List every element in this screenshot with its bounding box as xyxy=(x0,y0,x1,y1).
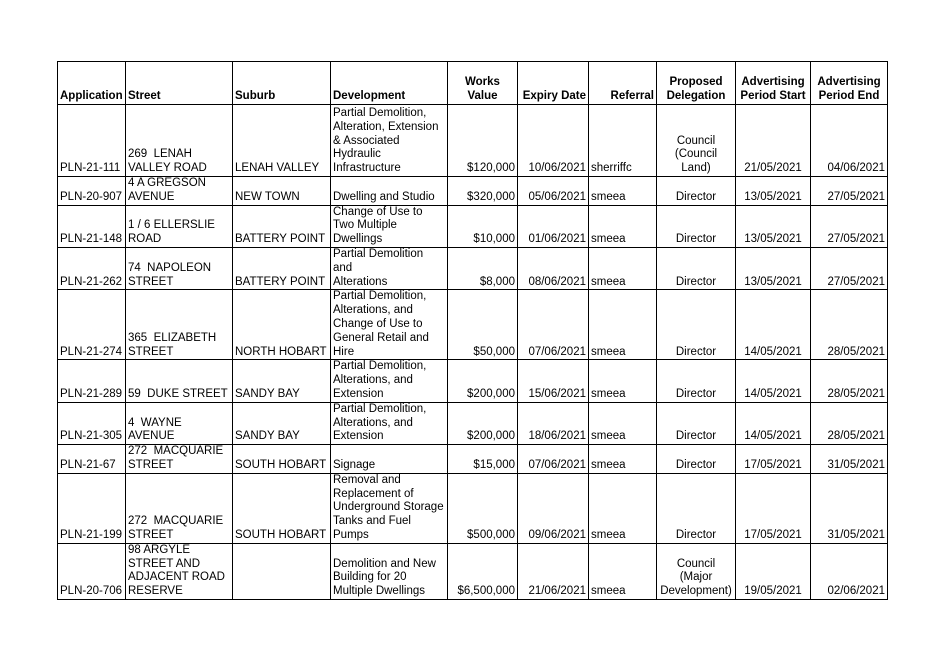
cell-development: Signage xyxy=(331,445,448,474)
applications-table xyxy=(57,61,888,600)
cell-suburb: BATTERY POINT xyxy=(233,205,331,247)
cell-advertising-start: 13/05/2021 xyxy=(736,177,811,206)
cell-suburb: SOUTH HOBART xyxy=(233,445,331,474)
cell-advertising-end: 31/05/2021 xyxy=(811,473,888,543)
cell-application: PLN-21-199 xyxy=(58,473,126,543)
table-row xyxy=(58,205,888,247)
cell-works-value: $500,000 xyxy=(448,473,518,543)
cell-street: 98 ARGYLE STREET AND ADJACENT ROAD RESERVE xyxy=(126,543,233,599)
cell-advertising-end: 28/05/2021 xyxy=(811,402,888,444)
cell-referral: sherriffc xyxy=(589,105,657,177)
header-street: Street xyxy=(126,62,233,105)
cell-advertising-start: 17/05/2021 xyxy=(736,473,811,543)
cell-expiry-date: 01/06/2021 xyxy=(518,205,589,247)
cell-expiry-date: 07/06/2021 xyxy=(518,445,589,474)
cell-advertising-end: 27/05/2021 xyxy=(811,247,888,289)
cell-application: PLN-21-289 xyxy=(58,360,126,402)
table-row xyxy=(58,543,888,599)
cell-street: 4 A GREGSON AVENUE xyxy=(126,177,233,206)
cell-expiry-date: 10/06/2021 xyxy=(518,105,589,177)
cell-application: PLN-21-111 xyxy=(58,105,126,177)
cell-street: 365 ELIZABETH STREET xyxy=(126,290,233,360)
cell-works-value: $10,000 xyxy=(448,205,518,247)
cell-suburb: BATTERY POINT xyxy=(233,247,331,289)
cell-advertising-start: 14/05/2021 xyxy=(736,360,811,402)
cell-advertising-start: 21/05/2021 xyxy=(736,105,811,177)
cell-advertising-end: 31/05/2021 xyxy=(811,445,888,474)
cell-suburb: SOUTH HOBART xyxy=(233,473,331,543)
cell-suburb: NORTH HOBART xyxy=(233,290,331,360)
cell-street: 59 DUKE STREET xyxy=(126,360,233,402)
cell-referral: smeea xyxy=(589,247,657,289)
cell-advertising-end: 04/06/2021 xyxy=(811,105,888,177)
cell-street: 74 NAPOLEON STREET xyxy=(126,247,233,289)
cell-works-value: $200,000 xyxy=(448,360,518,402)
cell-street: 1 / 6 ELLERSLIE ROAD xyxy=(126,205,233,247)
cell-street: 272 MACQUARIE STREET xyxy=(126,445,233,474)
header-proposed-delegation: Proposed Delegation xyxy=(657,62,736,105)
header-works-value: Works Value xyxy=(448,62,518,105)
cell-referral: smeea xyxy=(589,473,657,543)
cell-suburb xyxy=(233,543,331,599)
cell-development: Demolition and New Building for 20 Multiple Dwellings xyxy=(331,543,448,599)
cell-referral: smeea xyxy=(589,360,657,402)
cell-works-value: $6,500,000 xyxy=(448,543,518,599)
cell-referral: smeea xyxy=(589,402,657,444)
cell-advertising-start: 19/05/2021 xyxy=(736,543,811,599)
cell-referral: smeea xyxy=(589,445,657,474)
cell-street: 272 MACQUARIE STREET xyxy=(126,473,233,543)
header-expiry-date: Expiry Date xyxy=(518,62,589,105)
cell-delegation: Council (Council Land) xyxy=(657,105,736,177)
header-advertising-start: Advertising Period Start xyxy=(736,62,811,105)
table-row xyxy=(58,177,888,206)
cell-development: Removal and Replacement of Underground Storage Tanks and Fuel Pumps xyxy=(331,473,448,543)
cell-street: 269 LENAH VALLEY ROAD xyxy=(126,105,233,177)
cell-advertising-start: 14/05/2021 xyxy=(736,290,811,360)
cell-delegation: Director xyxy=(657,402,736,444)
table-row xyxy=(58,360,888,402)
cell-advertising-start: 13/05/2021 xyxy=(736,247,811,289)
cell-development: Partial Demolition, Alterations, and Extension xyxy=(331,360,448,402)
cell-development: Partial Demolition, Alteration, Extension & Associated Hydraulic Infrastructure xyxy=(331,105,448,177)
cell-advertising-end: 28/05/2021 xyxy=(811,360,888,402)
cell-development: Dwelling and Studio xyxy=(331,177,448,206)
header-suburb: Suburb xyxy=(233,62,331,105)
cell-referral: smeea xyxy=(589,543,657,599)
cell-referral: smeea xyxy=(589,177,657,206)
cell-application: PLN-21-67 xyxy=(58,445,126,474)
table-row xyxy=(58,247,888,289)
cell-delegation: Council (Major Development) xyxy=(657,543,736,599)
cell-application: PLN-20-907 xyxy=(58,177,126,206)
cell-works-value: $320,000 xyxy=(448,177,518,206)
cell-suburb: SANDY BAY xyxy=(233,360,331,402)
cell-street: 4 WAYNE AVENUE xyxy=(126,402,233,444)
table-row xyxy=(58,105,888,177)
table-row xyxy=(58,290,888,360)
cell-referral: smeea xyxy=(589,205,657,247)
cell-expiry-date: 09/06/2021 xyxy=(518,473,589,543)
cell-advertising-end: 27/05/2021 xyxy=(811,205,888,247)
cell-delegation: Director xyxy=(657,360,736,402)
cell-referral: smeea xyxy=(589,290,657,360)
cell-delegation: Director xyxy=(657,177,736,206)
cell-expiry-date: 18/06/2021 xyxy=(518,402,589,444)
header-application: Application xyxy=(58,62,126,105)
cell-application: PLN-21-305 xyxy=(58,402,126,444)
cell-expiry-date: 08/06/2021 xyxy=(518,247,589,289)
cell-delegation: Director xyxy=(657,205,736,247)
cell-application: PLN-21-148 xyxy=(58,205,126,247)
cell-development: Partial Demolition, Alterations, and Change of Use to General Retail and Hire xyxy=(331,290,448,360)
cell-application: PLN-21-262 xyxy=(58,247,126,289)
table-row xyxy=(58,473,888,543)
cell-advertising-end: 27/05/2021 xyxy=(811,177,888,206)
cell-works-value: $15,000 xyxy=(448,445,518,474)
cell-works-value: $200,000 xyxy=(448,402,518,444)
cell-works-value: $8,000 xyxy=(448,247,518,289)
cell-delegation: Director xyxy=(657,247,736,289)
cell-advertising-start: 13/05/2021 xyxy=(736,205,811,247)
table-row xyxy=(58,402,888,444)
cell-development: Partial Demolition and Alterations xyxy=(331,247,448,289)
cell-development: Partial Demolition, Alterations, and Extension xyxy=(331,402,448,444)
cell-advertising-start: 17/05/2021 xyxy=(736,445,811,474)
cell-development: Change of Use to Two Multiple Dwellings xyxy=(331,205,448,247)
cell-expiry-date: 15/06/2021 xyxy=(518,360,589,402)
cell-expiry-date: 21/06/2021 xyxy=(518,543,589,599)
cell-delegation: Director xyxy=(657,473,736,543)
cell-application: PLN-20-706 xyxy=(58,543,126,599)
header-advertising-end: Advertising Period End xyxy=(811,62,888,105)
cell-expiry-date: 07/06/2021 xyxy=(518,290,589,360)
cell-expiry-date: 05/06/2021 xyxy=(518,177,589,206)
header-development: Development xyxy=(331,62,448,105)
header-referral: Referral xyxy=(589,62,657,105)
cell-advertising-start: 14/05/2021 xyxy=(736,402,811,444)
cell-application: PLN-21-274 xyxy=(58,290,126,360)
table-row xyxy=(58,445,888,474)
cell-suburb: NEW TOWN xyxy=(233,177,331,206)
cell-advertising-end: 02/06/2021 xyxy=(811,543,888,599)
cell-advertising-end: 28/05/2021 xyxy=(811,290,888,360)
cell-works-value: $50,000 xyxy=(448,290,518,360)
cell-works-value: $120,000 xyxy=(448,105,518,177)
cell-delegation: Director xyxy=(657,445,736,474)
cell-suburb: LENAH VALLEY xyxy=(233,105,331,177)
cell-suburb: SANDY BAY xyxy=(233,402,331,444)
header-row xyxy=(58,62,888,105)
cell-delegation: Director xyxy=(657,290,736,360)
